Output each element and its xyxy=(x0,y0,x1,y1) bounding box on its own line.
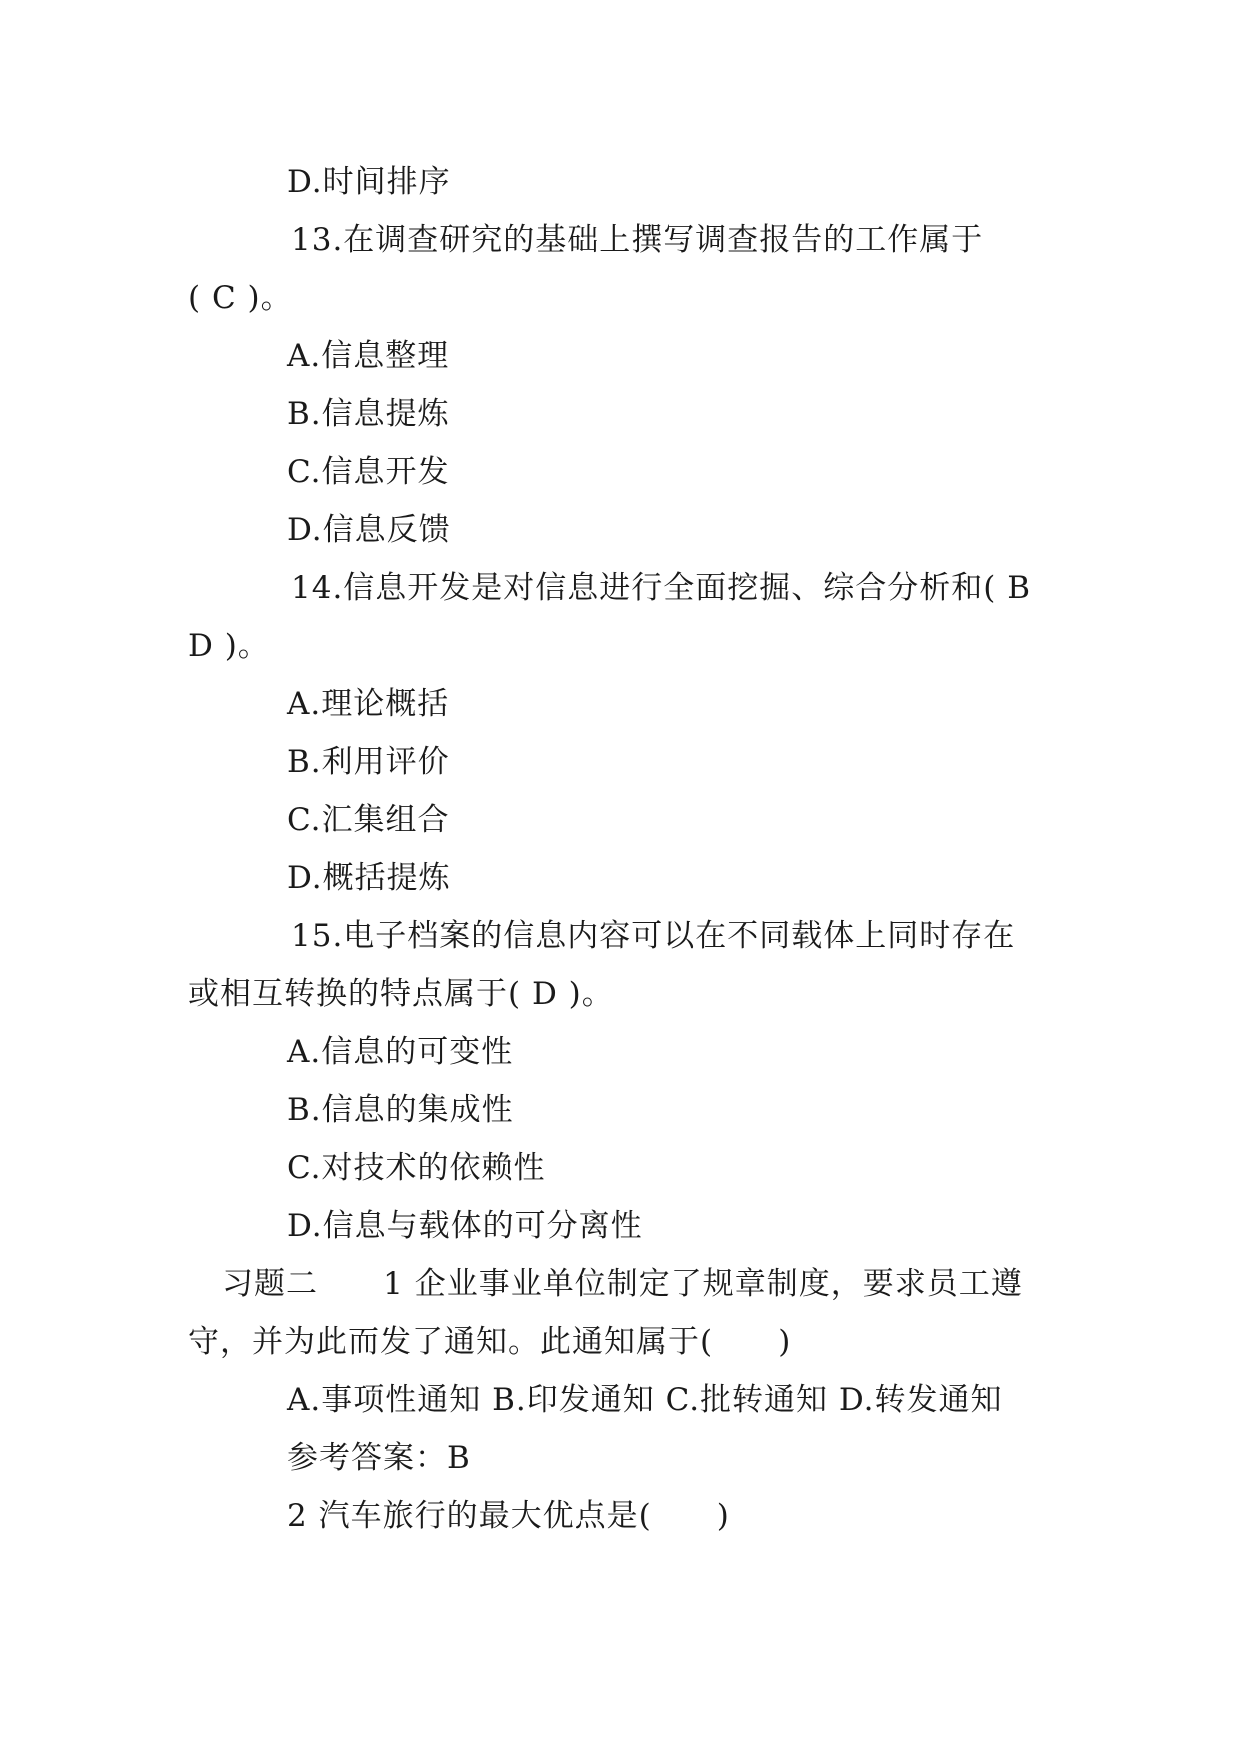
option-b-q15: B.信息的集成性 xyxy=(287,1092,514,1128)
option-a-q14: A.理论概括 xyxy=(287,686,450,722)
exercise-2-question-2: 2 汽车旅行的最大优点是( ) xyxy=(287,1498,730,1534)
option-d-q15: D.信息与载体的可分离性 xyxy=(287,1208,643,1244)
option-a-q15: A.信息的可变性 xyxy=(287,1034,514,1070)
question-13-text: 13.在调查研究的基础上撰写调查报告的工作属于 xyxy=(291,222,984,258)
option-b-q13: B.信息提炼 xyxy=(287,396,450,432)
exercise-2-q1-options: A.事项性通知 B.印发通知 C.批转通知 D.转发通知 xyxy=(287,1382,1003,1418)
option-c-q13: C.信息开发 xyxy=(287,454,450,490)
option-c-q15: C.对技术的依赖性 xyxy=(287,1150,546,1186)
option-d-q14: D.概括提炼 xyxy=(287,860,451,896)
question-15-text: 15.电子档案的信息内容可以在不同载体上同时存在 xyxy=(291,918,1016,954)
option-d-q13: D.信息反馈 xyxy=(287,512,451,548)
option-d-q12: D.时间排序 xyxy=(287,164,451,200)
exercise-2-question-1: 习题二 1 企业事业单位制定了规章制度，要求员工遵 xyxy=(222,1266,1023,1302)
option-b-q14: B.利用评价 xyxy=(287,744,450,780)
option-c-q14: C.汇集组合 xyxy=(287,802,450,838)
question-14-text: 14.信息开发是对信息进行全面挖掘、综合分析和( B xyxy=(291,570,1032,606)
question-15-answer: 或相互转换的特点属于( D )。 xyxy=(188,976,614,1012)
option-a-q13: A.信息整理 xyxy=(287,338,450,374)
reference-answer: 参考答案：B xyxy=(287,1440,471,1476)
exercise-2-question-1-cont: 守，并为此而发了通知。此通知属于( ) xyxy=(188,1324,792,1360)
question-13-answer: ( C )。 xyxy=(188,280,293,316)
question-14-answer: D )。 xyxy=(188,628,270,664)
